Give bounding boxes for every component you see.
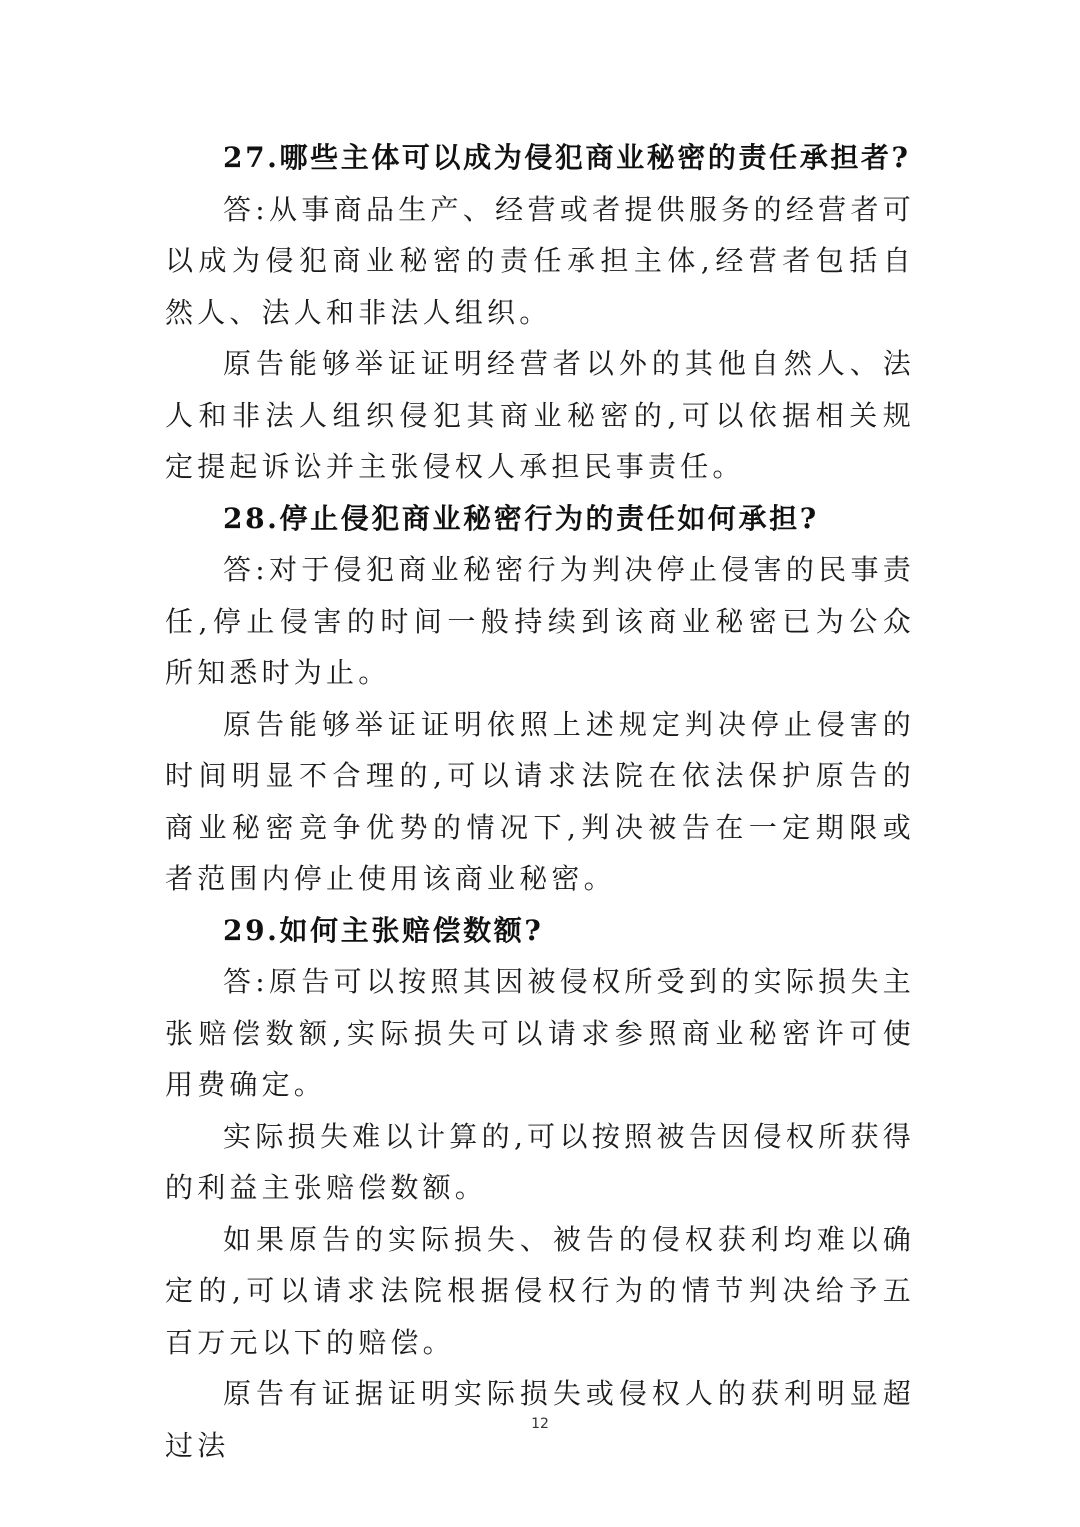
answer-28-paragraph-2: 原告能够举证证明依照上述规定判决停止侵害的时间明显不合理的,可以请求法院在依法保护原告的商业秘密竞争优势的情况下,判决被告在一定期限或者范围内停止使用该商业秘密。 (165, 707, 915, 895)
answer-29-paragraph-1: 答:原告可以按照其因被侵权所受到的实际损失主张赔偿数额,实际损失可以请求参照商业秘密许可使用费确定。 (165, 965, 915, 1101)
question-27-heading: 27.哪些主体可以成为侵犯商业秘密的责任承担者? (223, 141, 911, 174)
page-number: 12 (531, 1416, 549, 1432)
answer-29-paragraph-3: 如果原告的实际损失、被告的侵权获利均难以确定的,可以请求法院根据侵权行为的情节判决给予五百万元以下的赔偿。 (165, 1222, 915, 1359)
answer-28-paragraph-1: 答:对于侵犯商业秘密行为判决停止侵害的民事责任,停止侵害的时间一般持续到该商业秘密已为公众所知悉时为止。 (165, 553, 915, 689)
answer-27-paragraph-1: 答:从事商品生产、经营或者提供服务的经营者可以成为侵犯商业秘密的责任承担主体,经营者包括自然人、法人和非法人组织。 (165, 192, 915, 329)
question-29-heading: 29.如何主张赔偿数额? (223, 913, 544, 947)
answer-27-paragraph-2: 原告能够举证证明经营者以外的其他自然人、法人和非法人组织侵犯其商业秘密的,可以依据相关规定提起诉讼并主张侵权人承担民事责任。 (165, 347, 915, 483)
answer-29-paragraph-4: 原告有证据证明实际损失或侵权人的获利明显超过法 (165, 1377, 915, 1462)
page-content (165, 132, 915, 1471)
question-28-heading: 28.停止侵犯商业秘密行为的责任如何承担? (223, 501, 819, 535)
answer-29-paragraph-2: 实际损失难以计算的,可以按照被告因侵权所获得的利益主张赔偿数额。 (165, 1119, 915, 1204)
